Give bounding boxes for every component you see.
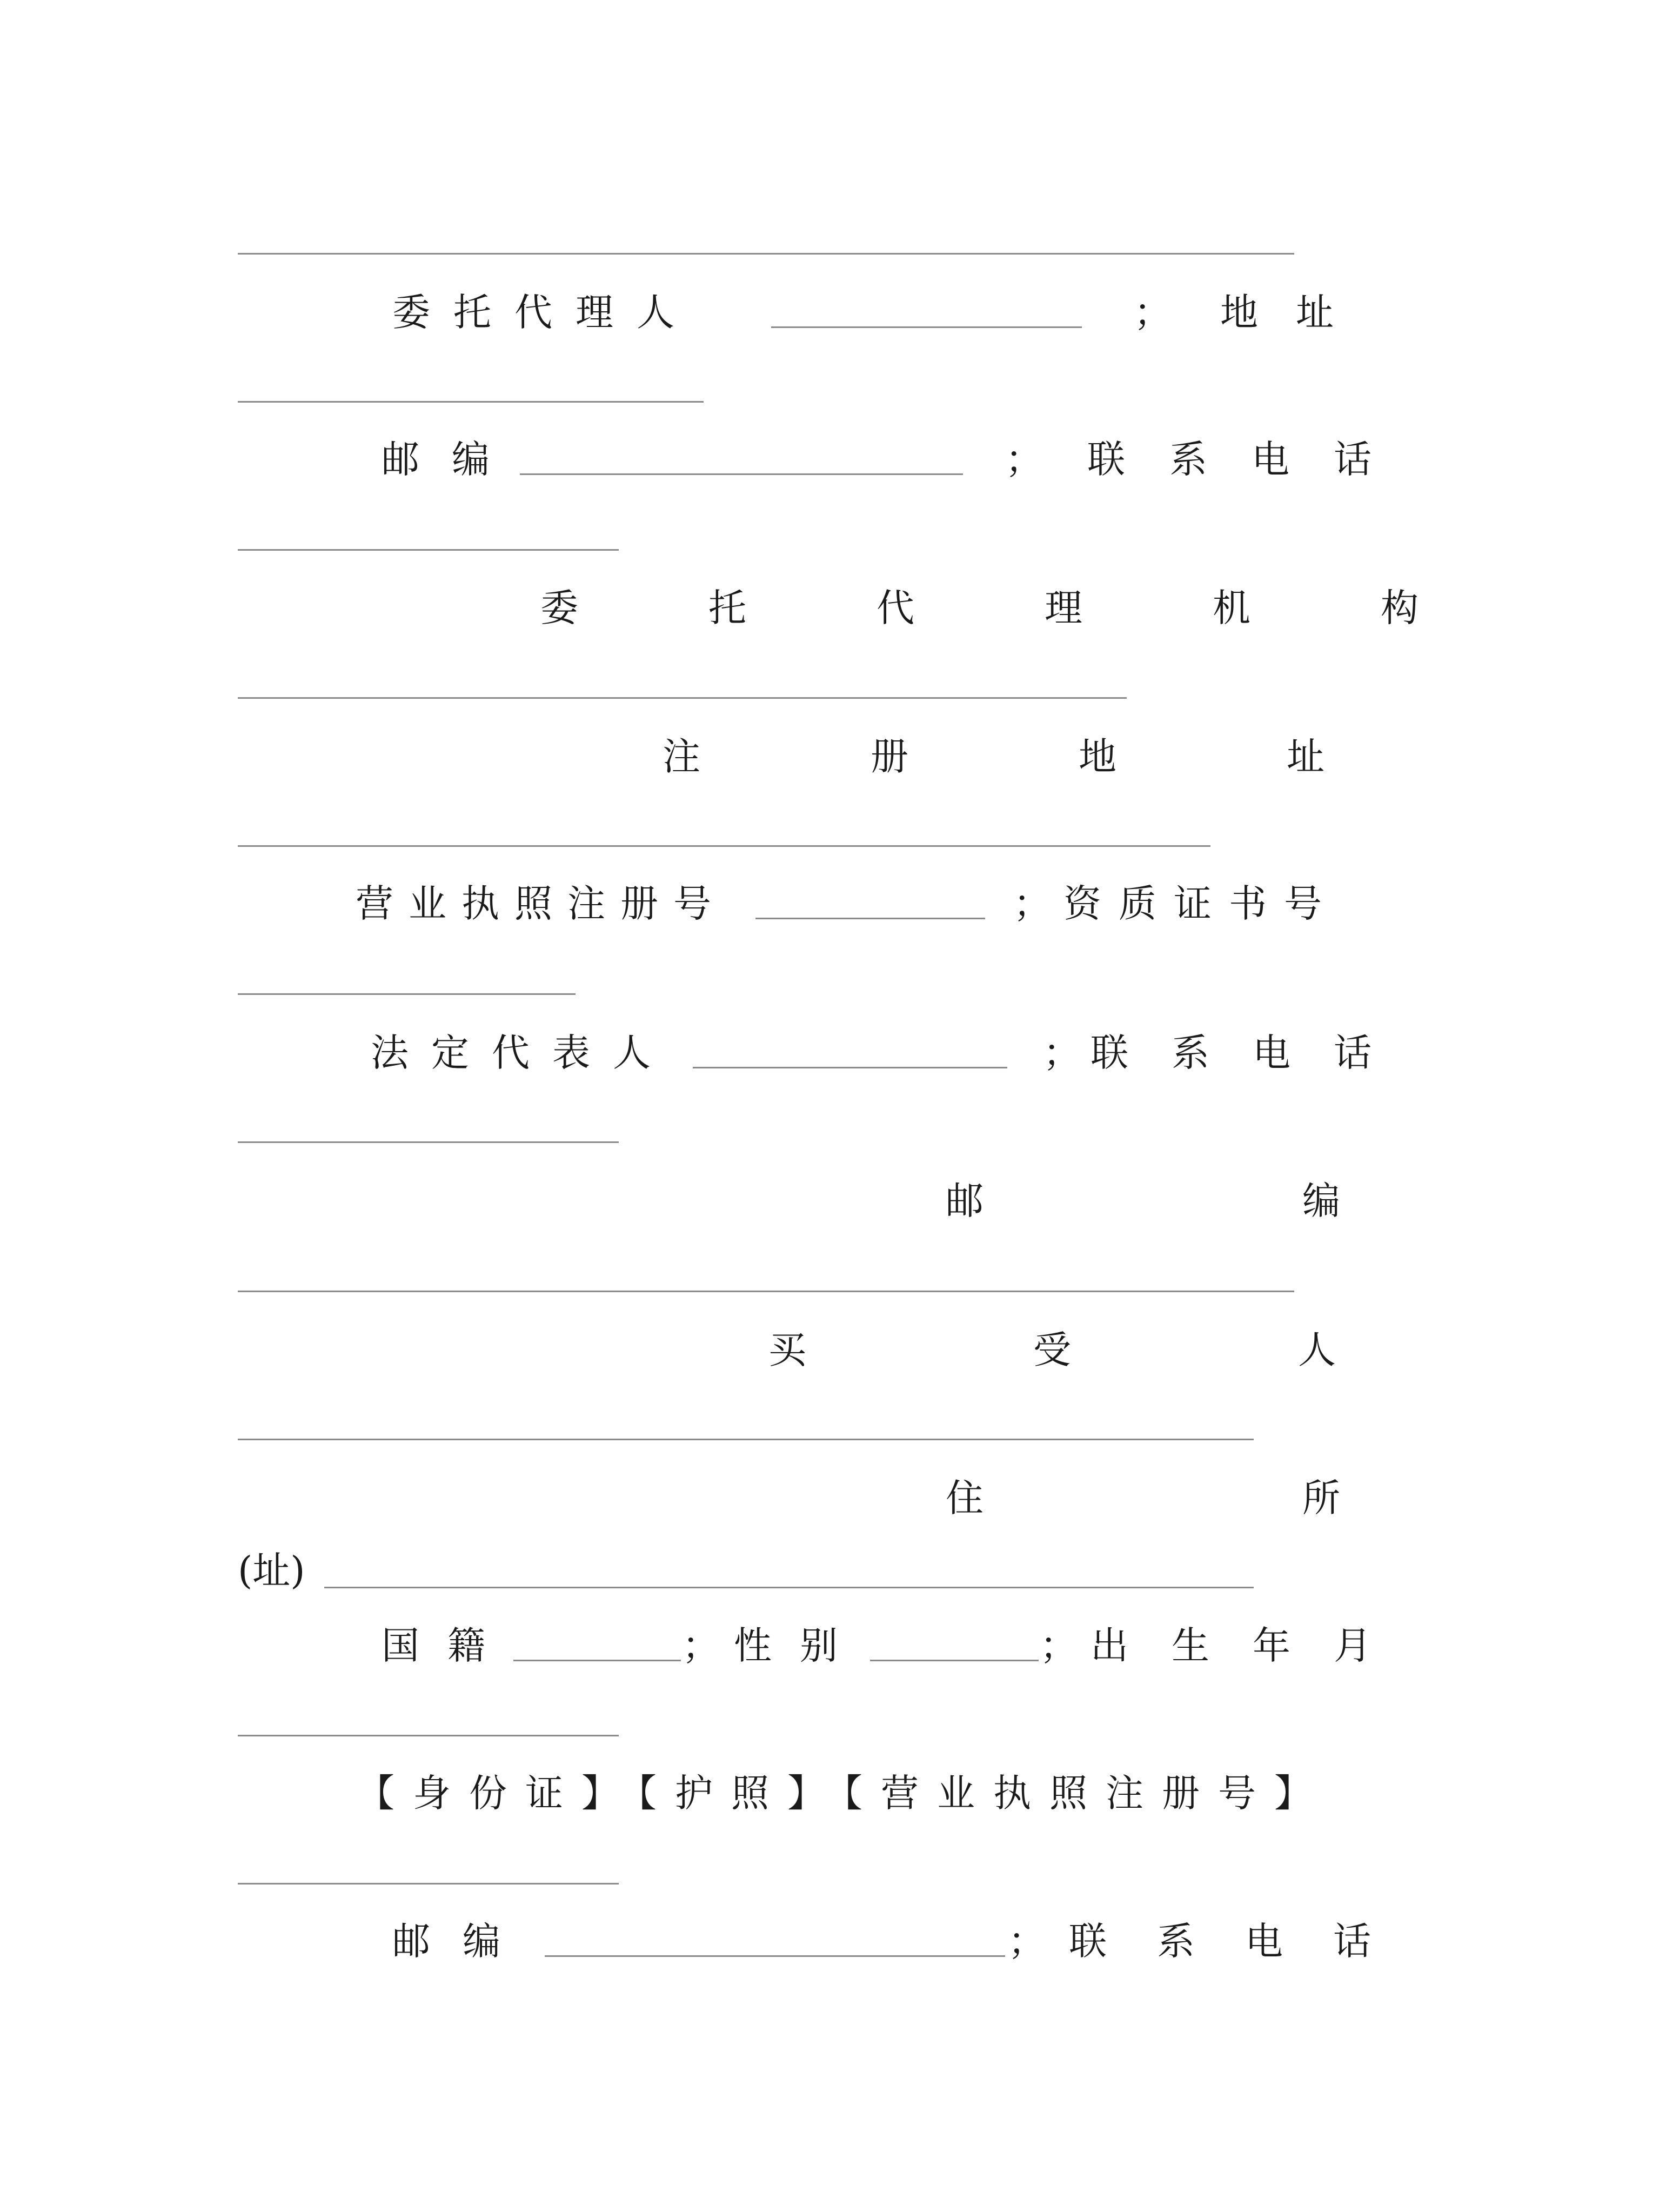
legal-rep-phone-blank[interactable]	[238, 1141, 619, 1143]
agency-blank[interactable]	[238, 697, 1127, 699]
license-line	[238, 877, 1340, 931]
residence-line-2	[238, 1543, 1340, 1598]
id-docs-line	[238, 1766, 1340, 1820]
buyer-line	[238, 1323, 1563, 1377]
legal-rep-label: 法定代表人	[371, 1031, 673, 1075]
agency-label: 委托代理机构	[540, 586, 1549, 630]
postcode-blank[interactable]	[545, 1955, 1005, 1957]
postcode-label: 邮编	[392, 1919, 533, 1963]
birth-label: 出生年月	[1091, 1623, 1415, 1668]
reg-address-blank[interactable]	[238, 845, 1210, 847]
reg-address-line	[238, 730, 1495, 784]
separator: ；	[1005, 437, 1043, 482]
agent-contact-line	[238, 432, 1416, 486]
phone-label: 联系电话	[1091, 1031, 1415, 1075]
residence-label: 住所	[946, 1476, 1659, 1520]
personal-line	[238, 1619, 1415, 1673]
phone-label: 联系电话	[1069, 1919, 1421, 1963]
agent-address-label: 地址	[1220, 290, 1372, 335]
legal-rep-blank[interactable]	[693, 1067, 1007, 1068]
separator: ；	[1134, 290, 1172, 335]
buyer-label: 买受人	[768, 1328, 1563, 1372]
agent-name-blank[interactable]	[771, 326, 1082, 328]
cert-label: 资质证书号	[1063, 881, 1339, 926]
blank-underline	[238, 253, 1294, 255]
residence-label-cont: (址)	[238, 1548, 305, 1593]
license-blank[interactable]	[755, 918, 985, 919]
separator: ；	[1013, 881, 1051, 926]
agent-line	[238, 285, 1372, 339]
agent-address-blank[interactable]	[238, 401, 704, 403]
agency-postcode-line	[238, 1174, 1659, 1228]
cert-blank[interactable]	[238, 993, 576, 995]
nationality-blank[interactable]	[513, 1660, 681, 1661]
buyer-contact-line	[238, 1914, 1421, 1968]
postcode-blank[interactable]	[238, 1291, 1294, 1292]
separator: ；	[1008, 1919, 1046, 1963]
gender-label: 性别	[734, 1623, 866, 1668]
license-label: 营业执照注册号	[356, 881, 726, 926]
reg-address-label: 注册地址	[663, 734, 1495, 779]
phone-blank[interactable]	[238, 549, 619, 551]
gender-blank[interactable]	[870, 1660, 1039, 1661]
residence-line	[238, 1471, 1659, 1525]
buyer-blank[interactable]	[238, 1439, 1254, 1440]
postcode-label: 邮编	[382, 437, 522, 482]
birth-blank[interactable]	[238, 1735, 619, 1736]
id-docs-label: 【身份证】【护照】【营业执照注册号】	[357, 1771, 1330, 1815]
agent-label: 委托代理人	[392, 290, 698, 335]
id-docs-blank[interactable]	[238, 1883, 619, 1884]
phone-label: 联系电话	[1087, 437, 1416, 482]
residence-blank[interactable]	[324, 1587, 1254, 1588]
nationality-label: 国籍	[382, 1623, 513, 1668]
separator: ；	[682, 1623, 720, 1668]
agency-line	[238, 581, 1549, 635]
postcode-label: 邮编	[946, 1179, 1659, 1223]
postcode-blank[interactable]	[520, 473, 963, 475]
separator: ；	[1040, 1623, 1078, 1668]
separator: ；	[1043, 1031, 1081, 1075]
legal-rep-line	[238, 1026, 1415, 1080]
